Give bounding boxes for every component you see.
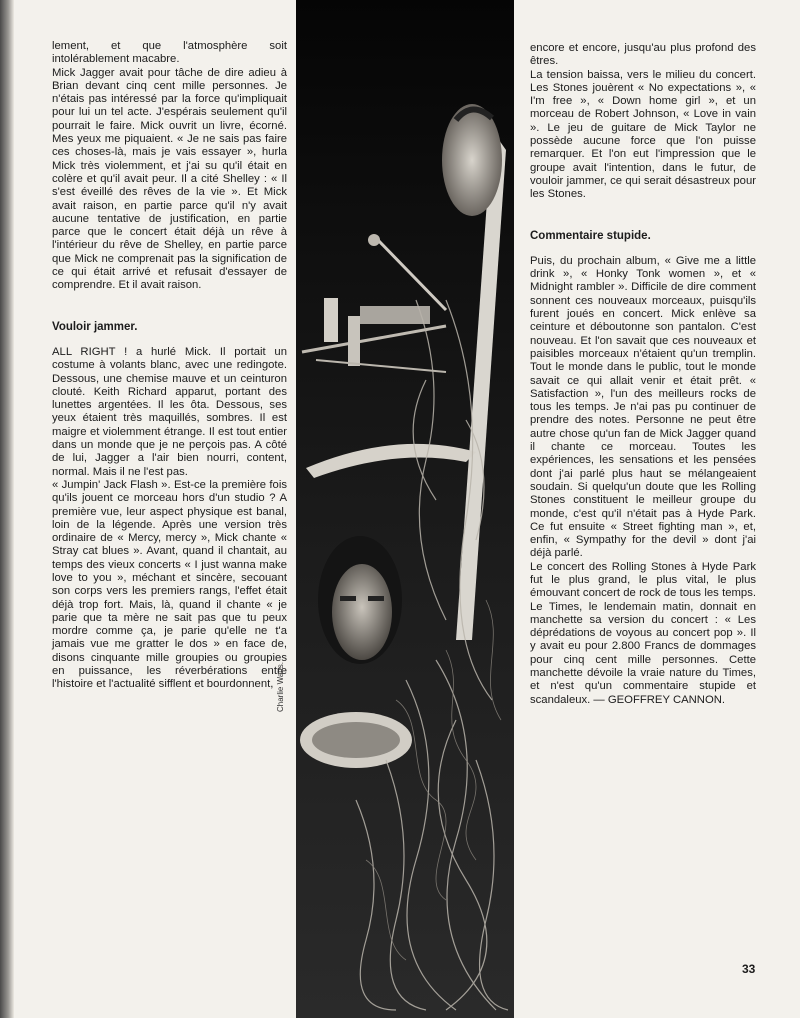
right-paragraph-3: Puis, du prochain album, « Give me a little drink », « Honky Tonk women », et « Midnight rambler ». Difficile de dire comment sonnent ces nouveaux morceaux, puisqu'ils furent joués en concert. Mick enlève sa ceinture et déboutonne son pantalon. C'est nouveau. Et l'on savait que ces nouveaux et paisibles morceaux n'étaient qu'un tremplin. Tout le monde dans le public, tout le monde savait ce qui allait venir et était prêt. « Satisfaction », l'un des meilleurs rocks de tous les temps. Je n'ai pas pu continuer de prendre des notes. Personne ne peut être autre chose qu'un fan de Mick Jagger quand il chante ce morceau. Toutes les expériences, les sensations et les pensées dont j'ai parlé plus haut se mélangeaient soudain. Si quelqu'un doute que les Rolling Stones constituent le meilleur groupe du monde, c'est qu'il n'était pas à Hyde Park. Ce fut ensuite « Street fighting man », et, enfin, « Sympathy for the devil » dont j'ai déjà parlé. [530,254,756,560]
right-paragraph-1: encore et encore, jusqu'au plus profond des êtres. [530,42,756,68]
left-text-column [52,40,287,692]
section-heading-vouloir-jammer: Vouloir jammer. [52,320,138,333]
right-text-column [530,42,756,707]
page-number: 33 [742,962,756,976]
left-paragraph-1: lement, et que l'atmosphère soit intolérablement macabre. [52,40,287,66]
section-heading-commentaire-stupide: Commentaire stupide. [530,229,651,242]
right-paragraph-4: Le concert des Rolling Stones à Hyde Park fut le plus grand, le plus vital, le plus émouvant concert de rock de tous les temps. Le Times, le lendemain matin, donnait en manchette sa version du concert : « Les déprédations de voyous au concert pop ». Il y avait eu pour 2.800 Francs de dommages pour cinq cent mille personnes. Cette manchette dévoile la vraie nature du Times, et n'est qu'un commentaire stupide et scandaleux. — GEOFFREY CANNON. [530,560,756,706]
photo-credit: Charlie Watts. [276,662,285,712]
left-paragraph-4: « Jumpin' Jack Flash ». Est-ce la première fois qu'ils jouent ce morceau hors d'un studio ? A première vue, leur aspect physique est banal, loin de la légende. Après une version très ordinaire de « Mercy, mercy », Mick chante « Stray cat blues ». Avant, quand il chantait, au temps des vieux concerts « I just wanna make love to you », méchant et sincère, secouant son corps vers les premiers rangs, l'effet était déjà trop fort. Mais, là, quand il chante « je parie que ta mère ne sait pas que tu peux mordre comme ça, je parie qu'elle ne t'a jamais vue me gratter le dos » en face de, disons cinquante mille groupies ou groupies en puissance, les réverbérations entre l'histoire et l'actualité sifflent et bourdonnent, [52,478,287,691]
page-binding-shadow [0,0,14,1018]
right-paragraph-2: La tension baissa, vers le milieu du concert. Les Stones jouèrent « No expectations », « I'm free », « Down home girl », et un morceau de Robert Johnson, « Love in vain ». Le jeu de guitare de Mick Taylor ne possède aucune force que l'on puisse remarquer. Et l'on eut l'impression que le groupe avait l'intention, dans le futur, de vouloir jammer, ce qui serait désastreux pour les Stones. [530,68,756,201]
concert-photo [296,0,514,1018]
left-paragraph-2: Mick Jagger avait pour tâche de dire adieu à Brian devant cinq cent mille personnes. Je n'étais pas intéressé par la force qu'impliquait pour lui un tel acte. J'espérais seulement qu'il pourrait le faire. Mick ouvrit un livre, écorné. Mes yeux me piquaient. « Je ne sais pas faire ces choses-là, mais je vais essayer », hurla Mick très violemment, et j'ai su qu'il était en colère et qu'il avait peur. Il a cité Shelley : « Il s'est éveillé des rêves de la vie ». Et Mick avait raison, en partie parce qu'il n'y avait aucune tentative de justification, en partie parce que le concert était déjà un rêve à l'intérieur du rêve de Shelley, en partie parce que Mick ne comprenait pas la signification de ce qui était arrivé et refusait d'essayer de comprendre. Et il avait raison. [52,66,287,292]
left-paragraph-3: ALL RIGHT ! a hurlé Mick. Il portait un costume à volants blanc, avec une redingote. Dessous, une chemise mauve et un ceinturon clouté. Keith Richard apparut, portant des lunettes argentées. Il les ôta. Dessous, ses yeux étaient très maquillés, sombres. Il est maigre et violemment étrange. Il est tout entier dans un monde que je ne perçois pas. A côté de lui, Jagger a l'air bien nourri, content, normal. Mais il ne l'est pas. [52,345,287,478]
